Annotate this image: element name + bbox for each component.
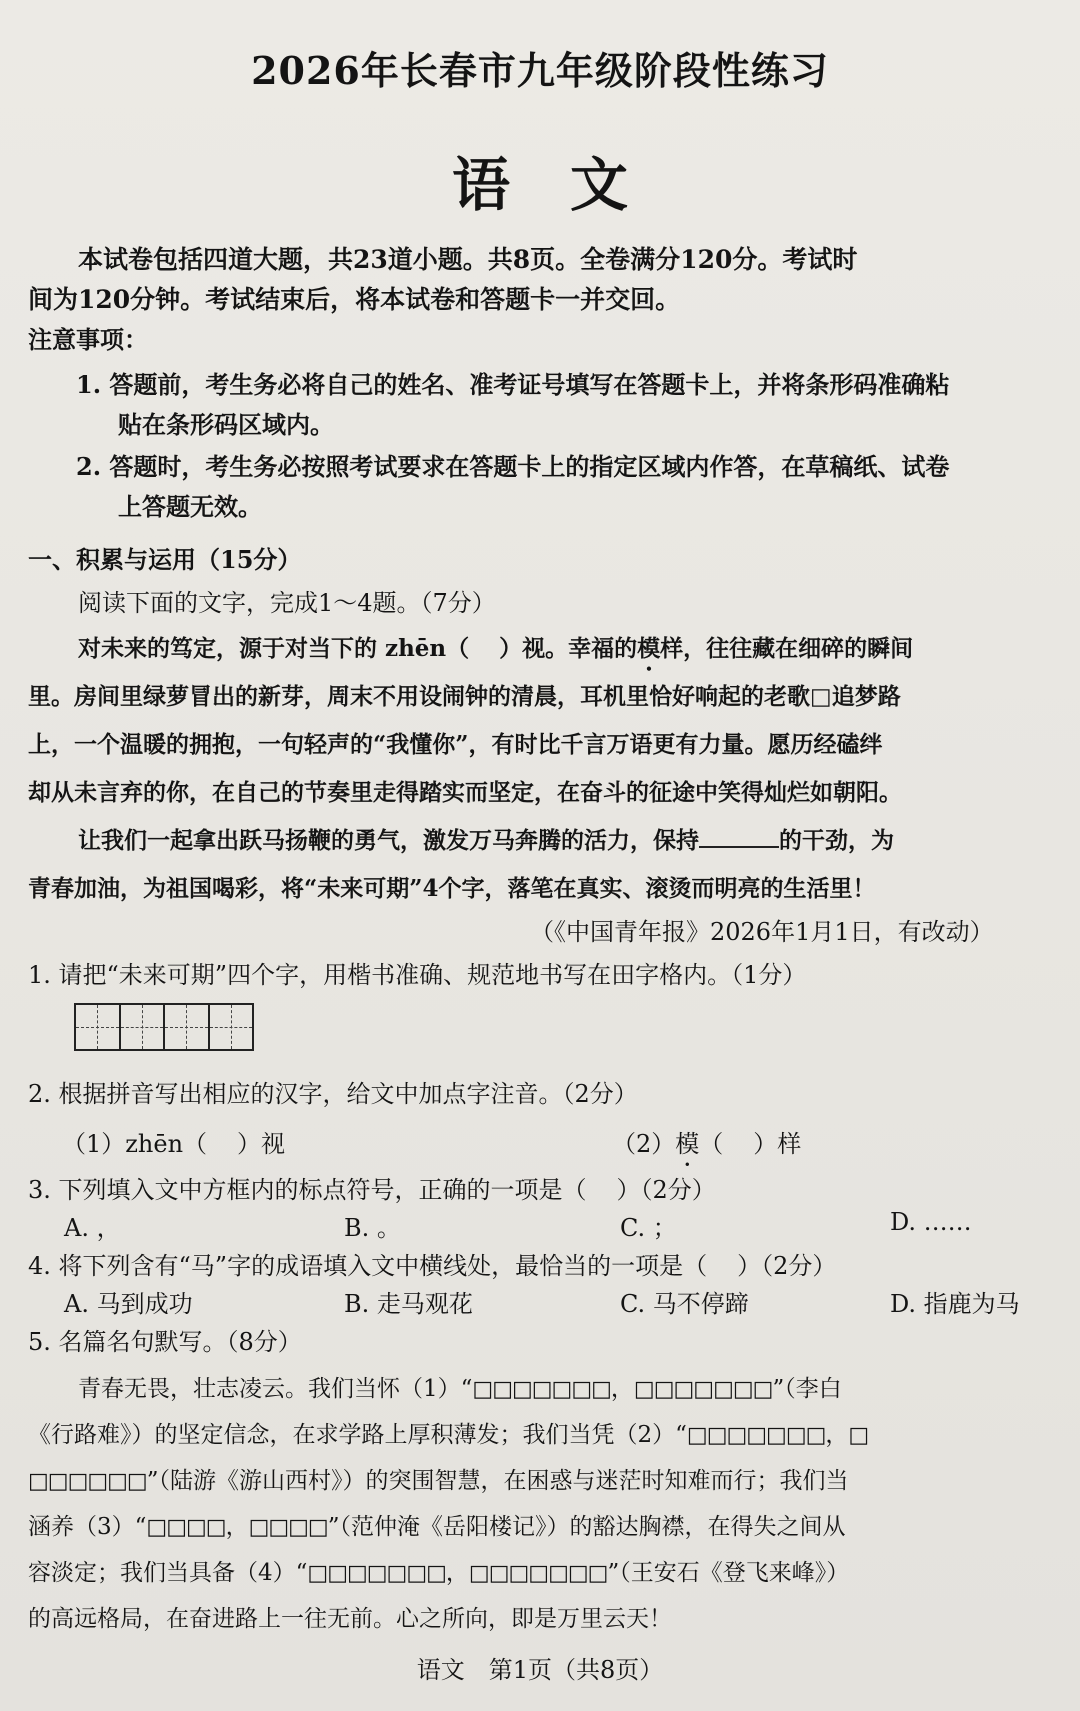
answer-squares: □□□□□□□: [633, 1377, 773, 1402]
answer-squares: □□□□□□□: [686, 1423, 826, 1448]
passage-text: 对未来的笃定，源于对当下的 zhēn（: [78, 635, 470, 662]
q4-option-d: D. 指鹿为马: [890, 1290, 1020, 1318]
section-1-heading: 一、积累与运用（15分）: [28, 545, 302, 574]
sub-text: （2）: [612, 1130, 676, 1158]
question-text: ）（2分）: [616, 1176, 716, 1204]
sub-text: （: [699, 1130, 724, 1158]
q3-option-c: C. ；: [620, 1214, 677, 1242]
tianzige-cell: [165, 1005, 210, 1049]
q5-text: ，: [445, 1560, 469, 1586]
q5-line-3: [28, 1462, 848, 1495]
note-item-2-line-2: 上答题无效。: [118, 492, 262, 521]
tianzige-cell: [121, 1005, 166, 1049]
q5-text: ”（李白: [772, 1376, 842, 1402]
sub-text: ）样: [753, 1130, 802, 1158]
tianzige-grid: [74, 1003, 254, 1051]
passage-source: （《中国青年报》2026年1月1日，有改动）: [530, 918, 994, 946]
q5-text: 青春无畏，壮志凌云。我们当怀（1）“: [78, 1376, 473, 1402]
q4-option-b: B. 走马观花: [344, 1290, 473, 1318]
question-3: [28, 1170, 716, 1205]
answer-squares: □: [848, 1423, 869, 1448]
question-2-sub-1: [62, 1124, 285, 1159]
q5-text: ，: [825, 1422, 849, 1448]
q5-text: ”（王安石《登飞来峰》）: [607, 1560, 850, 1586]
answer-squares: □□□□: [146, 1515, 226, 1540]
dotted-character: 模: [675, 1130, 700, 1158]
question-5: 5. 名篇名句默写。（8分）: [28, 1328, 302, 1356]
q5-text: ”（陆游《游山西村》）的突围智慧，在困惑与迷茫时知难而行；我们当: [146, 1468, 849, 1494]
subject-title: 语文: [451, 151, 688, 219]
sub-text: （1）zhēn（: [62, 1130, 208, 1158]
passage-line-6: 青春加油，为祖国喝彩，将“未来可期”4个字，落笔在真实、滚烫而明亮的生活里！: [28, 875, 876, 902]
passage-line-1: [78, 630, 913, 676]
dotted-character: 模: [637, 635, 661, 662]
tianzige-cell: [210, 1005, 253, 1049]
page-footer: 语文 第1页（共8页）: [416, 1656, 664, 1684]
question-1: 1. 请把“未来可期”四个字，用楷书准确、规范地书写在田字格内。（1分）: [28, 961, 807, 989]
q5-text: ”（范仲淹《岳阳楼记》）的豁达胸襟，在得失之间从: [327, 1514, 846, 1540]
q5-text: 涵养（3）“: [28, 1514, 147, 1540]
q5-text: ，: [610, 1376, 634, 1402]
passage-text: 样，往往藏在细碎的瞬间: [660, 635, 914, 662]
q5-line-6: 的高远格局，在奋进路上一往无前。心之所向，即是万里云天！: [28, 1606, 672, 1632]
q4-option-c: C. 马不停蹄: [620, 1290, 749, 1318]
q5-line-4: [28, 1508, 845, 1541]
answer-squares: □□□□□□□: [472, 1377, 611, 1402]
q5-text: 《行路难》）的坚定信念，在求学路上厚积薄发；我们当凭（2）“: [28, 1422, 687, 1448]
answer-squares: □□□□□□□: [468, 1561, 608, 1586]
q4-option-a: A. 马到成功: [64, 1290, 193, 1318]
note-item-1-line-2: 贴在条形码区域内。: [118, 410, 334, 439]
note-item-1-line-1: 1. 答题前，考生务必将自己的姓名、准考证号填写在答题卡上，并将条形码准确粘: [76, 370, 950, 399]
question-text: 3. 下列填入文中方框内的标点符号，正确的一项是（: [28, 1176, 587, 1204]
passage-text: 让我们一起拿出跃马扬鞭的勇气，激发万马奔腾的活力，保持: [78, 827, 699, 854]
tianzige-cell: [76, 1005, 121, 1049]
q5-text: 容淡定；我们当具备（4）“: [28, 1560, 308, 1586]
question-2: 2. 根据拼音写出相应的汉字，给文中加点字注音。（2分）: [28, 1080, 638, 1108]
intro-line-1: 本试卷包括四道大题，共23道小题。共8页。全卷满分120分。考试时: [78, 245, 858, 274]
notes-heading: 注意事项：: [28, 325, 148, 354]
passage-text: ）视。幸福的: [499, 635, 638, 662]
q3-option-b: B. 。: [344, 1214, 401, 1242]
fill-in-blank-line: [699, 826, 779, 848]
question-2-sub-2: [612, 1124, 801, 1172]
passage-line-5: [78, 822, 894, 855]
question-4: [28, 1246, 836, 1281]
exam-title: 2026年长春市九年级阶段性练习: [251, 48, 829, 93]
passage-text: 的干劲，为: [779, 827, 894, 854]
q3-option-a: A. ，: [64, 1214, 121, 1242]
question-text: 4. 将下列含有“马”字的成语填入文中横线处，最恰当的一项是（: [28, 1252, 708, 1280]
q5-text: ，: [225, 1514, 249, 1540]
passage-line-4: 却从未言弃的你，在自己的节奏里走得踏实而坚定，在奋斗的征途中笑得灿烂如朝阳。: [28, 779, 902, 806]
answer-squares: □□□□□□: [28, 1469, 147, 1494]
q3-option-d: D. ……: [890, 1208, 972, 1236]
q5-line-1: [78, 1370, 842, 1403]
passage-line-3: 上，一个温暖的拥抱，一句轻声的“我懂你”，有时比千言万语更有力量。愿历经磕绊: [28, 731, 883, 758]
passage-line-2: 里。房间里绿萝冒出的新芽，周末不用设闹钟的清晨，耳机里恰好响起的老歌□追梦路: [28, 683, 901, 710]
q5-line-5: [28, 1554, 849, 1587]
intro-line-2: 间为120分钟。考试结束后，将本试卷和答题卡一并交回。: [28, 285, 681, 314]
answer-squares: □□□□□□□: [307, 1561, 446, 1586]
note-item-2-line-1: 2. 答题时，考生务必按照考试要求在答题卡上的指定区域内作答，在草稿纸、试卷: [76, 452, 950, 481]
q5-line-2: [28, 1416, 868, 1449]
answer-squares: □□□□: [248, 1515, 328, 1540]
question-text: ）（2分）: [737, 1252, 837, 1280]
section-1-instruction: 阅读下面的文字，完成1～4题。（7分）: [78, 589, 496, 617]
sub-text: ）视: [237, 1130, 286, 1158]
